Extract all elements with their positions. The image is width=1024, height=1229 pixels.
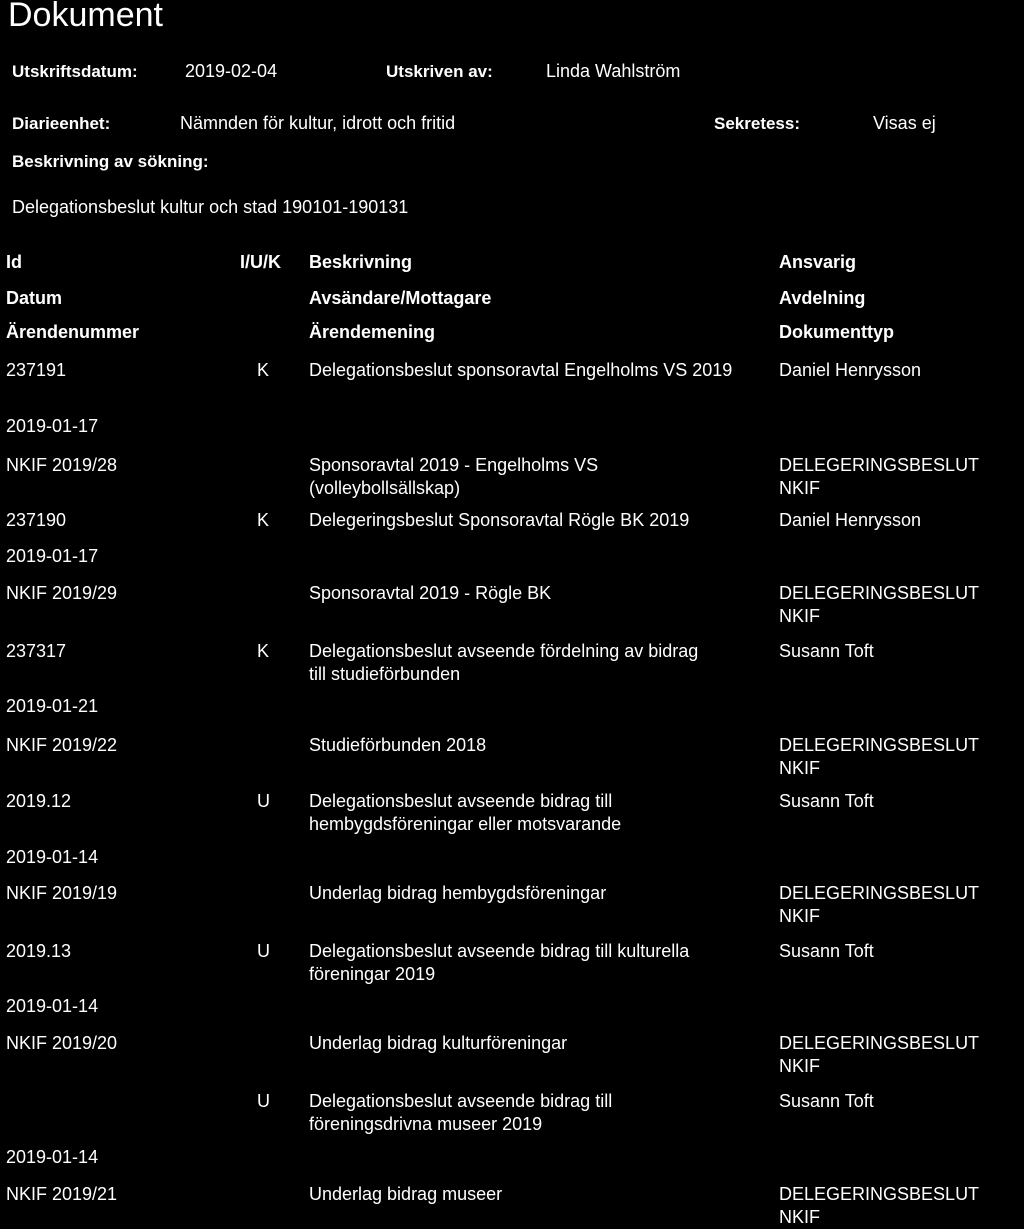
header-document-type: Dokumenttyp [779, 322, 895, 342]
record-description: Delegeringsbeslut Sponsoravtal Rögle BK 2019 [309, 510, 690, 530]
record-responsible: Susann Toft [779, 791, 874, 811]
record-date: 2019-01-17 [6, 416, 99, 436]
record-date: 2019-01-14 [6, 996, 99, 1016]
header-description: Beskrivning [309, 252, 413, 272]
record-date: 2019-01-14 [6, 1147, 99, 1167]
record-date: 2019-01-21 [6, 696, 99, 716]
record-responsible: Susann Toft [779, 941, 874, 961]
printed-by-value: Linda Wahlström [546, 61, 681, 81]
record-case-number: NKIF 2019/21 [6, 1184, 118, 1204]
record-description: Delegationsbeslut avseende bidrag till hembygdsföreningar eller motsvarande [309, 791, 622, 834]
secrecy-value: Visas ej [873, 113, 936, 133]
record-id: 2019.13 [6, 941, 72, 961]
record-iuk: K [257, 641, 270, 661]
record-case-subject: Underlag bidrag hembygdsföreningar [309, 883, 607, 903]
header-case-number: Ärendenummer [6, 322, 140, 342]
record-id: 2019.12 [6, 791, 72, 811]
record-iuk: U [257, 791, 270, 811]
record-description: Delegationsbeslut avseende bidrag till föreningsdrivna museer 2019 [309, 1091, 613, 1134]
registry-value: Nämnden för kultur, idrott och fritid [180, 113, 456, 133]
record-case-number: NKIF 2019/28 [6, 455, 118, 475]
record-responsible: Daniel Henrysson [779, 510, 922, 530]
record-date: 2019-01-17 [6, 546, 99, 566]
record-iuk: U [257, 941, 270, 961]
record-description: Delegationsbeslut sponsoravtal Engelholms VS 2019 [309, 360, 733, 380]
record-case-subject: Underlag bidrag museer [309, 1184, 503, 1204]
printed-by-label: Utskriven av: [386, 62, 493, 81]
record-document-type: DELEGERINGSBESLUT NKIF [779, 455, 979, 498]
header-date: Datum [6, 288, 63, 308]
record-responsible: Daniel Henrysson [779, 360, 922, 380]
record-id: 237190 [6, 510, 67, 530]
record-document-type: DELEGERINGSBESLUT NKIF [779, 735, 979, 778]
record-case-subject: Underlag bidrag kulturföreningar [309, 1033, 568, 1053]
record-case-number: NKIF 2019/29 [6, 583, 118, 603]
record-iuk: K [257, 360, 270, 380]
record-responsible: Susann Toft [779, 641, 874, 661]
record-case-number: NKIF 2019/19 [6, 883, 118, 903]
record-description: Delegationsbeslut avseende fördelning av bidrag till studieförbunden [309, 641, 699, 684]
record-iuk: K [257, 510, 270, 530]
record-case-number: NKIF 2019/22 [6, 735, 118, 755]
search-description-value: Delegationsbeslut kultur och stad 190101-190131 [12, 197, 409, 217]
record-description: Delegationsbeslut avseende bidrag till kulturella föreningar 2019 [309, 941, 690, 984]
print-date-label: Utskriftsdatum: [12, 62, 138, 81]
header-iuk: I/U/K [240, 252, 282, 272]
record-case-subject: Studieförbunden 2018 [309, 735, 487, 755]
search-description-label: Beskrivning av sökning: [12, 152, 209, 171]
page-title: Dokument [8, 0, 163, 34]
record-document-type: DELEGERINGSBESLUT NKIF [779, 1184, 979, 1227]
record-case-number: NKIF 2019/20 [6, 1033, 118, 1053]
print-date-value: 2019-02-04 [185, 61, 278, 81]
record-case-subject: Sponsoravtal 2019 - Rögle BK [309, 583, 552, 603]
record-id: 237317 [6, 641, 67, 661]
record-case-subject: Sponsoravtal 2019 - Engelholms VS (volleybollsällskap) [309, 455, 599, 498]
header-id: Id [6, 252, 22, 272]
record-date: 2019-01-14 [6, 847, 99, 867]
record-document-type: DELEGERINGSBESLUT NKIF [779, 583, 979, 626]
record-document-type: DELEGERINGSBESLUT NKIF [779, 883, 979, 926]
record-iuk: U [257, 1091, 270, 1111]
secrecy-label: Sekretess: [714, 114, 801, 133]
header-department: Avdelning [779, 288, 866, 308]
record-responsible: Susann Toft [779, 1091, 874, 1111]
registry-label: Diarieenhet: [12, 114, 111, 133]
record-document-type: DELEGERINGSBESLUT NKIF [779, 1033, 979, 1076]
header-responsible: Ansvarig [779, 252, 857, 272]
header-case-subject: Ärendemening [309, 322, 436, 342]
record-id: 237191 [6, 360, 67, 380]
header-sender-recipient: Avsändare/Mottagare [309, 288, 492, 308]
